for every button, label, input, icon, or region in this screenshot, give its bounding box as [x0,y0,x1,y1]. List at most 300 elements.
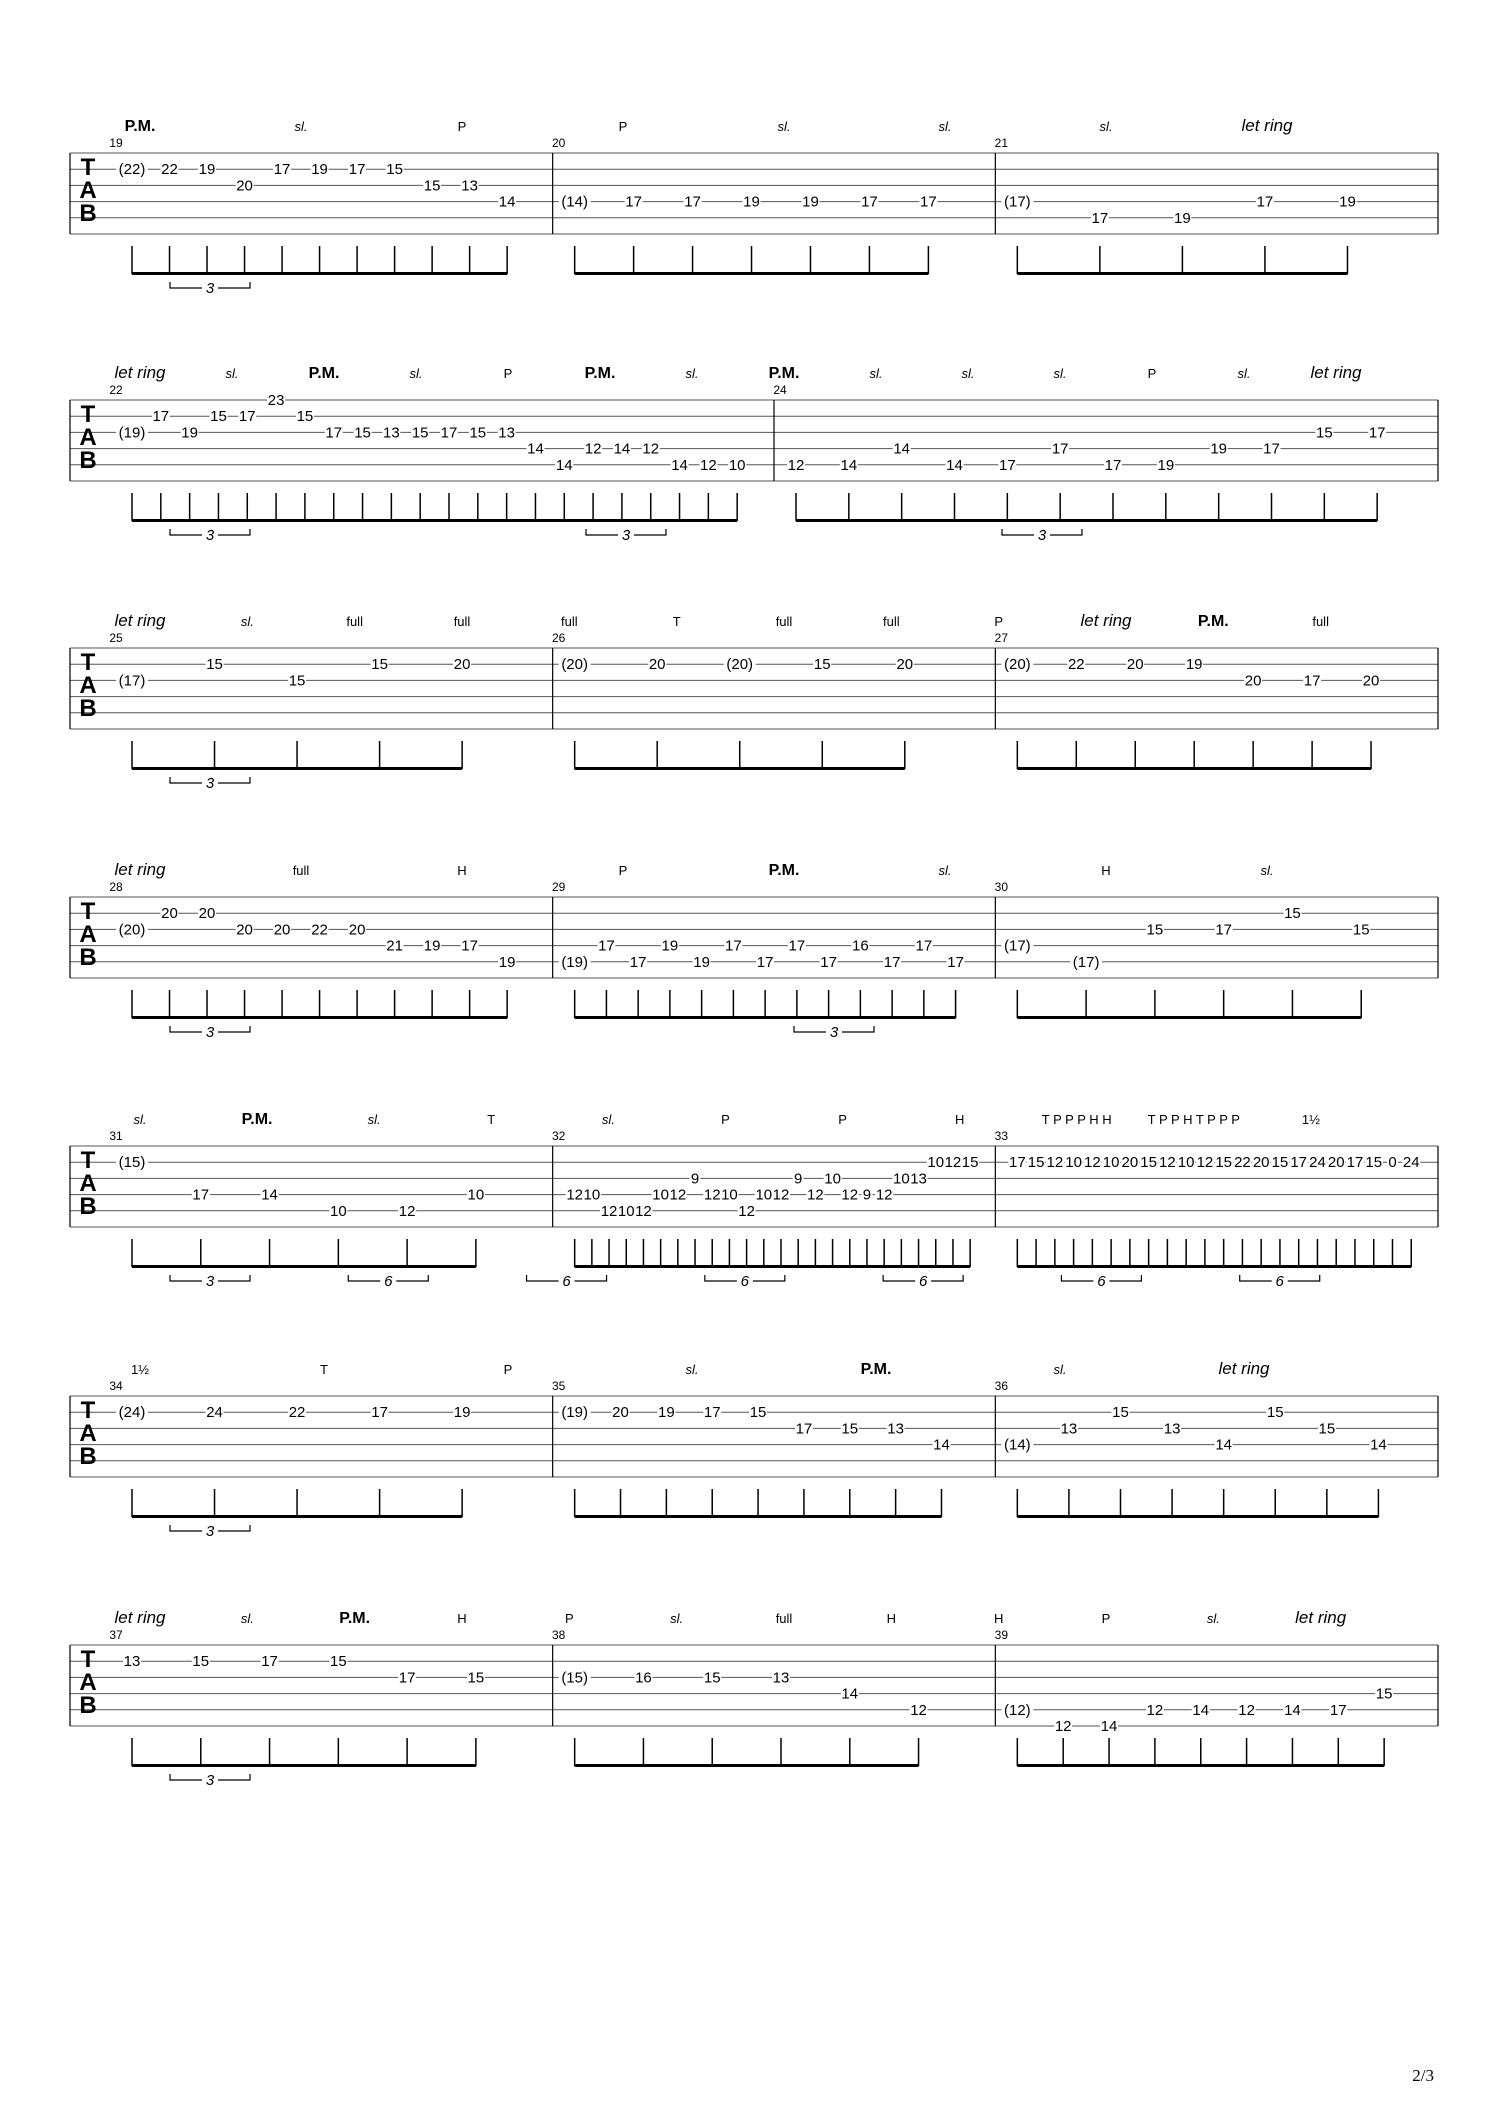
technique-annotation: H [886,1611,897,1626]
fret-number: 12 [700,456,717,474]
technique-annotation: P.M. [241,1111,273,1128]
fret-number: 12 [875,1186,893,1204]
measure-number: 25 [109,631,123,645]
fret-number: (20) [118,921,146,939]
fret-number: 17 [1256,193,1274,211]
fret-number: 15 [296,408,314,426]
fret-number: 14 [261,1186,278,1204]
fret-number: 10 [721,1186,738,1204]
fret-number: 14 [671,456,688,474]
tab-clef-letter: B [79,695,97,722]
fret-number: 19 [423,937,441,955]
fret-number: 17 [1051,440,1069,458]
fret-number: 13 [1163,1420,1181,1438]
fret-number: 12 [772,1186,790,1204]
fret-number: 12 [944,1154,962,1172]
fret-number: 14 [1284,1701,1301,1719]
technique-annotation: sl. [367,1112,381,1127]
tab-clef-letter: A [79,672,97,699]
technique-annotation: P [838,1112,847,1127]
measure-number: 21 [994,136,1009,150]
tab-clef-letter: T [80,898,96,925]
fret-number: 14 [1100,1718,1118,1735]
fret-number: (12) [1003,1701,1031,1719]
fret-number: 13 [461,177,478,195]
fret-number: 17 [795,1420,813,1438]
fret-number: 15 [1318,1420,1336,1438]
fret-number: 12 [642,440,660,458]
technique-annotation: P [564,1611,574,1626]
fret-number: 15 [1375,1685,1393,1703]
fret-number: (17) [1072,953,1100,971]
technique-annotation: P [457,119,467,134]
tab-clef-letter: T [80,1646,96,1673]
fret-number: (15) [561,1669,589,1687]
fret-number: (20) [726,656,754,674]
fret-number: 14 [555,456,573,474]
technique-annotation: P [618,863,628,878]
measure-number: 36 [994,1379,1009,1393]
technique-annotation: P.M. [308,365,340,382]
technique-annotation: let ring [1080,611,1132,630]
fret-number: 15 [288,672,306,690]
note-beam [575,1016,956,1019]
technique-annotation: P.M. [1197,613,1229,630]
fret-number: 17 [1303,672,1321,690]
fret-number: 10 [467,1186,485,1204]
fret-number: 20 [348,921,366,939]
fret-number: 17 [325,424,343,442]
tuplet-number: 3 [829,1024,839,1041]
tab-clef-letter: B [79,944,97,971]
measure-number: 24 [773,383,787,397]
technique-annotation: let ring [1295,1608,1347,1627]
technique-annotation: full [453,614,471,629]
technique-annotation: T P P H T P P P [1147,1112,1240,1127]
technique-annotation: let ring [114,860,166,879]
fret-number: 12 [635,1202,652,1220]
technique-annotation: let ring [114,1608,166,1627]
fret-number: 15 [1271,1154,1289,1172]
fret-number: 15 [1215,1154,1233,1172]
measure-number: 22 [109,383,123,397]
fret-number: 17 [820,953,837,971]
fret-number: 17 [440,424,458,442]
technique-annotation: sl. [685,1362,699,1377]
fret-number: 14 [841,1685,859,1703]
fret-number: 14 [840,456,858,474]
fret-number: 15 [467,1669,485,1687]
technique-annotation: P.M. [124,118,156,135]
fret-number: (17) [1003,193,1031,211]
measure-number: 29 [551,880,566,894]
fret-number: 12 [1196,1154,1214,1172]
technique-annotation: full [775,1611,793,1626]
technique-annotation: sl. [601,1112,615,1127]
fret-number: 10 [1177,1154,1195,1172]
fret-number: 12 [398,1202,416,1220]
technique-annotation: P [503,1362,513,1377]
fret-number: 17 [1215,921,1233,939]
fret-number: 14 [893,440,911,458]
note-beam [132,1515,462,1518]
technique-annotation: sl. [670,1611,684,1626]
fret-number: 17 [1263,440,1280,458]
fret-number: 12 [669,1186,687,1204]
tuplet-number: 3 [1037,527,1047,544]
fret-number: 20 [896,656,914,674]
fret-number: 15 [1027,1154,1045,1172]
fret-number: 15 [703,1669,721,1687]
fret-number: 19 [453,1404,471,1422]
technique-annotation: let ring [1218,1359,1270,1378]
fret-number: 17 [1008,1154,1026,1172]
fret-number: 17 [684,193,701,211]
fret-number: 10 [728,456,746,474]
technique-annotation: sl. [685,366,699,381]
technique-annotation: T [672,614,681,629]
fret-number: (20) [561,656,589,674]
fret-number: (22) [118,161,146,179]
fret-number: 12 [584,440,602,458]
technique-annotation: H [457,1611,467,1626]
technique-annotation: P.M. [768,365,800,382]
fret-number: 10 [652,1186,669,1204]
note-beam [796,519,1377,522]
fret-number: 15 [1352,921,1370,939]
fret-number: 19 [661,937,679,955]
fret-number: 20 [1126,656,1144,674]
technique-annotation: sl. [1053,366,1067,381]
note-beam [1017,1515,1378,1518]
fret-number: 17 [461,937,478,955]
tab-clef-letter: A [79,921,97,948]
fret-number: 17 [598,937,615,955]
fret-number: 17 [238,408,256,426]
tuplet-number: 3 [205,280,215,297]
fret-number: 20 [648,656,666,674]
fret-number: (17) [1003,937,1031,955]
fret-number: 10 [1102,1154,1120,1172]
note-beam [132,519,737,522]
fret-number: 10 [755,1186,773,1204]
tab-clef-letter: A [79,1669,97,1696]
note-beam [1017,767,1371,770]
fret-number: 17 [261,1653,278,1671]
technique-annotation: H [457,863,467,878]
fret-number: 17 [947,953,964,971]
fret-number: 23 [267,392,285,409]
fret-number: 14 [946,456,963,474]
fret-number: 13 [772,1669,790,1687]
fret-number: 17 [629,953,647,971]
fret-number: 22 [311,921,328,939]
fret-number: 16 [635,1669,652,1687]
technique-annotation: P [1101,1611,1111,1626]
technique-annotation: T [320,1362,328,1377]
technique-annotation: sl. [938,863,952,878]
fret-number: 12 [1146,1701,1164,1719]
fret-number: 12 [787,456,805,474]
fret-number: 19 [1339,193,1356,211]
fret-number: 14 [1370,1436,1387,1454]
fret-number: 22 [1067,656,1085,674]
tuplet-number: 6 [1275,1273,1284,1290]
fret-number: 24 [206,1404,223,1422]
fret-number: 13 [910,1170,927,1188]
fret-number: 10 [893,1170,910,1188]
note-beam [1017,1016,1361,1019]
tab-clef-letter: T [80,154,96,181]
fret-number: 17 [371,1404,388,1422]
fret-number: 24 [1309,1154,1326,1172]
fret-number: 20 [236,177,253,195]
note-beam [575,1515,942,1518]
measure-number: 38 [551,1628,566,1642]
fret-number: 15 [1146,921,1164,939]
tab-clef-letter: T [80,649,96,676]
tuplet-number: 3 [205,1273,215,1290]
technique-annotation: sl. [240,614,254,629]
tuplet-number: 3 [621,527,631,544]
note-beam [575,1764,919,1767]
fret-number: 15 [411,424,429,442]
fret-number: 20 [273,921,291,939]
fret-number: 15 [386,161,403,179]
tab-clef-letter: T [80,1397,96,1424]
tab-clef-letter: A [79,177,97,204]
fret-number: 10 [824,1170,841,1188]
fret-number: 20 [236,921,253,939]
technique-annotation: sl. [133,1112,147,1127]
note-beam [575,767,905,770]
note-beam [132,272,507,275]
fret-number: 15 [210,408,227,426]
technique-annotation: let ring [1241,116,1293,135]
technique-annotation: full [1312,614,1329,629]
measure-number: 26 [551,631,566,645]
measure-number: 19 [109,136,123,150]
technique-annotation: P.M. [768,862,800,879]
fret-number: (14) [561,193,589,211]
fret-number: 17 [920,193,937,211]
technique-annotation: sl. [240,1611,254,1626]
measure-number: 39 [994,1628,1009,1642]
technique-annotation: P [618,119,628,134]
technique-annotation: full [561,614,578,629]
technique-annotation: sl. [1053,1362,1067,1377]
technique-annotation: T [487,1112,496,1127]
fret-number: 15 [1112,1404,1129,1422]
measure-number: 28 [109,880,123,894]
fret-number: 9 [794,1170,803,1188]
technique-annotation: sl. [1099,119,1113,134]
fret-number: 15 [1365,1154,1383,1172]
tuplet-number: 3 [205,1024,215,1041]
fret-number: 15 [841,1420,859,1438]
fret-number: 21 [386,937,403,955]
fret-number: 0 [1388,1154,1397,1172]
fret-number: 10 [927,1154,945,1172]
fret-number: 17 [703,1404,721,1422]
fret-number: 12 [1159,1154,1176,1172]
technique-annotation: H [1101,863,1111,878]
technique-annotation: T P P P H H [1041,1112,1112,1127]
technique-annotation: P [503,366,513,381]
fret-number: 19 [743,193,760,211]
page-number: 2/3 [1412,2066,1434,2085]
note-beam [132,767,462,770]
fret-number: (17) [118,672,146,690]
note-beam [132,1764,476,1767]
fret-number: 15 [354,424,371,442]
fret-number: 17 [788,937,806,955]
fret-number: 15 [192,1653,210,1671]
fret-number: 15 [371,656,388,674]
fret-number: 15 [1140,1154,1157,1172]
fret-number: 19 [1210,440,1228,458]
fret-number: 13 [1060,1420,1078,1438]
fret-number: 9 [862,1186,872,1204]
fret-number: (19) [561,1404,589,1422]
fret-number: 15 [749,1404,767,1422]
technique-annotation: 1½ [130,1362,150,1377]
technique-annotation: sl. [1206,1611,1220,1626]
fret-number: 19 [1185,656,1203,674]
fret-number: 19 [658,1404,675,1422]
tab-clef-letter: A [79,1170,97,1197]
fret-number: 17 [756,953,774,971]
tuplet-number: 6 [740,1273,750,1290]
fret-number: 17 [398,1669,416,1687]
fret-number: 13 [498,424,515,442]
fret-number: 14 [933,1436,950,1454]
fret-number: 20 [1327,1154,1345,1172]
technique-annotation: P [994,614,1004,629]
fret-number: 17 [915,937,933,955]
fret-number: 9 [690,1170,700,1188]
technique-annotation: 1½ [1301,1112,1320,1127]
fret-number: 15 [813,656,831,674]
fret-number: 17 [1290,1154,1308,1172]
tab-clef-letter: A [79,1420,97,1447]
fret-number: 14 [613,440,631,458]
technique-annotation: let ring [1310,363,1362,382]
fret-number: 19 [802,193,819,211]
fret-number: 17 [625,193,642,211]
fret-number: (19) [118,424,146,442]
fret-number: 19 [498,953,516,971]
fret-number: 12 [841,1186,859,1204]
tuplet-number: 3 [205,775,215,792]
fret-number: 15 [469,424,487,442]
fret-number: 20 [1244,672,1262,690]
fret-number: 17 [1329,1701,1347,1719]
note-beam [1017,1265,1411,1268]
technique-annotation: sl. [409,366,423,381]
fret-number: 20 [161,905,178,923]
technique-annotation: sl. [294,119,308,134]
fret-number: 14 [1192,1701,1210,1719]
technique-annotation: full [883,614,900,629]
fret-number: 12 [1084,1154,1101,1172]
fret-number: 15 [961,1154,979,1172]
fret-number: 20 [1362,672,1380,690]
tab-clef-letter: B [79,1443,97,1470]
fret-number: 10 [329,1202,347,1220]
technique-annotation: let ring [114,363,166,382]
technique-annotation: P.M. [339,1610,371,1627]
tab-clef-letter: B [79,447,97,474]
fret-number: 15 [329,1653,347,1671]
technique-annotation: sl. [869,366,883,381]
fret-number: 12 [1046,1154,1064,1172]
fret-number: (20) [1003,656,1031,674]
fret-number: 13 [887,1420,904,1438]
fret-number: 19 [311,161,328,179]
technique-annotation: P [721,1112,730,1127]
tab-clef-letter: B [79,1193,97,1220]
fret-number: 20 [453,656,471,674]
tab-clef-letter: T [80,1147,96,1174]
measure-number: 27 [994,631,1009,645]
fret-number: 17 [998,456,1016,474]
fret-number: 12 [1238,1701,1255,1719]
fret-number: 12 [910,1701,927,1719]
technique-annotation: sl. [1260,863,1274,878]
technique-annotation: sl. [961,366,975,381]
fret-number: 15 [1284,905,1301,923]
fret-number: 17 [725,937,742,955]
fret-number: 10 [617,1202,635,1220]
fret-number: 15 [1266,1404,1284,1422]
fret-number: 14 [498,193,516,211]
fret-number: 17 [192,1186,210,1204]
measure-number: 20 [551,136,566,150]
fret-number: 17 [883,953,901,971]
fret-number: 19 [198,161,216,179]
fret-number: 17 [273,161,291,179]
measure-number: 31 [109,1129,123,1143]
fret-number: 12 [1054,1718,1072,1735]
measure-number: 32 [551,1129,566,1143]
tuplet-number: 6 [918,1273,928,1290]
technique-annotation: sl. [938,119,952,134]
fret-number: 12 [566,1186,584,1204]
technique-annotation: full [292,863,310,878]
fret-number: 13 [123,1653,141,1671]
fret-number: 22 [1234,1154,1251,1172]
fret-number: 14 [527,440,544,458]
tab-clef-letter: A [79,424,97,451]
tab-clef-letter: T [80,401,96,428]
fret-number: 14 [1215,1436,1233,1454]
fret-number: 17 [348,161,366,179]
fret-number: 17 [152,408,170,426]
note-beam [1017,1764,1384,1767]
measure-number: 34 [109,1379,123,1393]
measure-number: 35 [551,1379,566,1393]
technique-annotation: sl. [777,119,791,134]
measure-number: 37 [109,1628,123,1642]
tuplet-number: 6 [1097,1273,1106,1290]
technique-annotation: full [346,614,363,629]
fret-number: 10 [583,1186,601,1204]
fret-number: 17 [861,193,878,211]
tuplet-number: 6 [562,1273,571,1290]
fret-number: 12 [600,1202,618,1220]
fret-number: 19 [1157,456,1175,474]
